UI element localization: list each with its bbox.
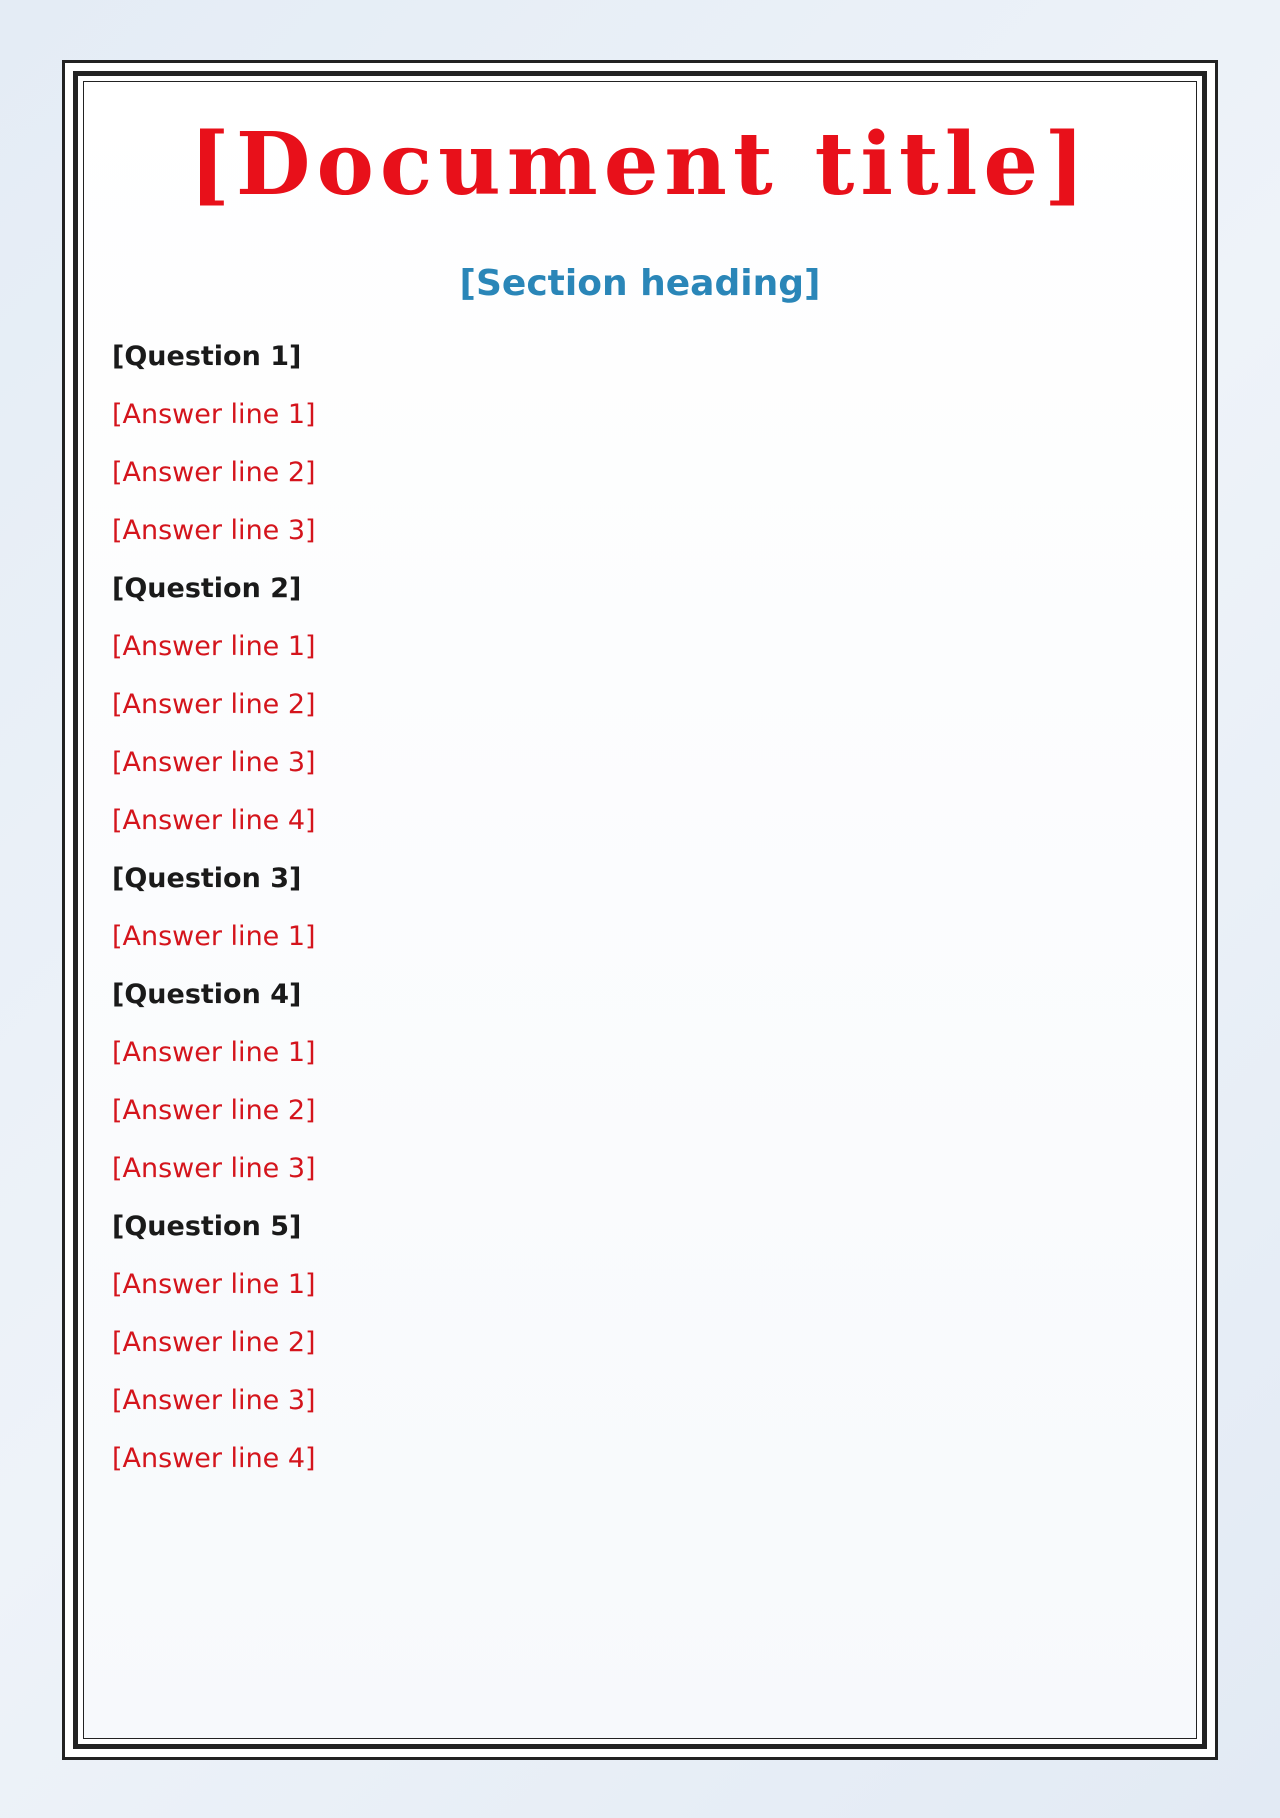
answer-line: [Answer line 4]	[112, 1443, 316, 1474]
answer-line: [Answer line 2]	[112, 457, 316, 488]
answer-line: [Answer line 1]	[112, 1269, 316, 1300]
answer-line: [Answer line 1]	[112, 921, 316, 952]
answer-line: [Answer line 2]	[112, 1327, 316, 1358]
answer-line: [Answer line 1]	[112, 1037, 316, 1068]
answer-line: [Answer line 2]	[112, 1095, 316, 1126]
question-heading: [Question 2]	[112, 573, 302, 604]
question-heading: [Question 4]	[112, 979, 302, 1010]
frame-border	[73, 71, 1207, 1749]
answer-line: [Answer line 2]	[112, 689, 316, 720]
answer-line: [Answer line 3]	[112, 747, 316, 778]
content-area	[83, 81, 1197, 1739]
document-title: [Document title]	[189, 114, 1091, 215]
answer-line: [Answer line 1]	[112, 399, 316, 430]
question-heading: [Question 3]	[112, 863, 302, 894]
answer-line: [Answer line 3]	[112, 1385, 316, 1416]
question-heading: [Question 1]	[112, 341, 302, 372]
answer-line: [Answer line 3]	[112, 515, 316, 546]
section-heading: [Section heading]	[459, 263, 821, 304]
question-heading: [Question 5]	[112, 1211, 302, 1242]
answer-line: [Answer line 3]	[112, 1153, 316, 1184]
qa-list	[112, 328, 1168, 1488]
document-frame	[62, 60, 1218, 1760]
answer-line: [Answer line 1]	[112, 631, 316, 662]
answer-line: [Answer line 4]	[112, 805, 316, 836]
